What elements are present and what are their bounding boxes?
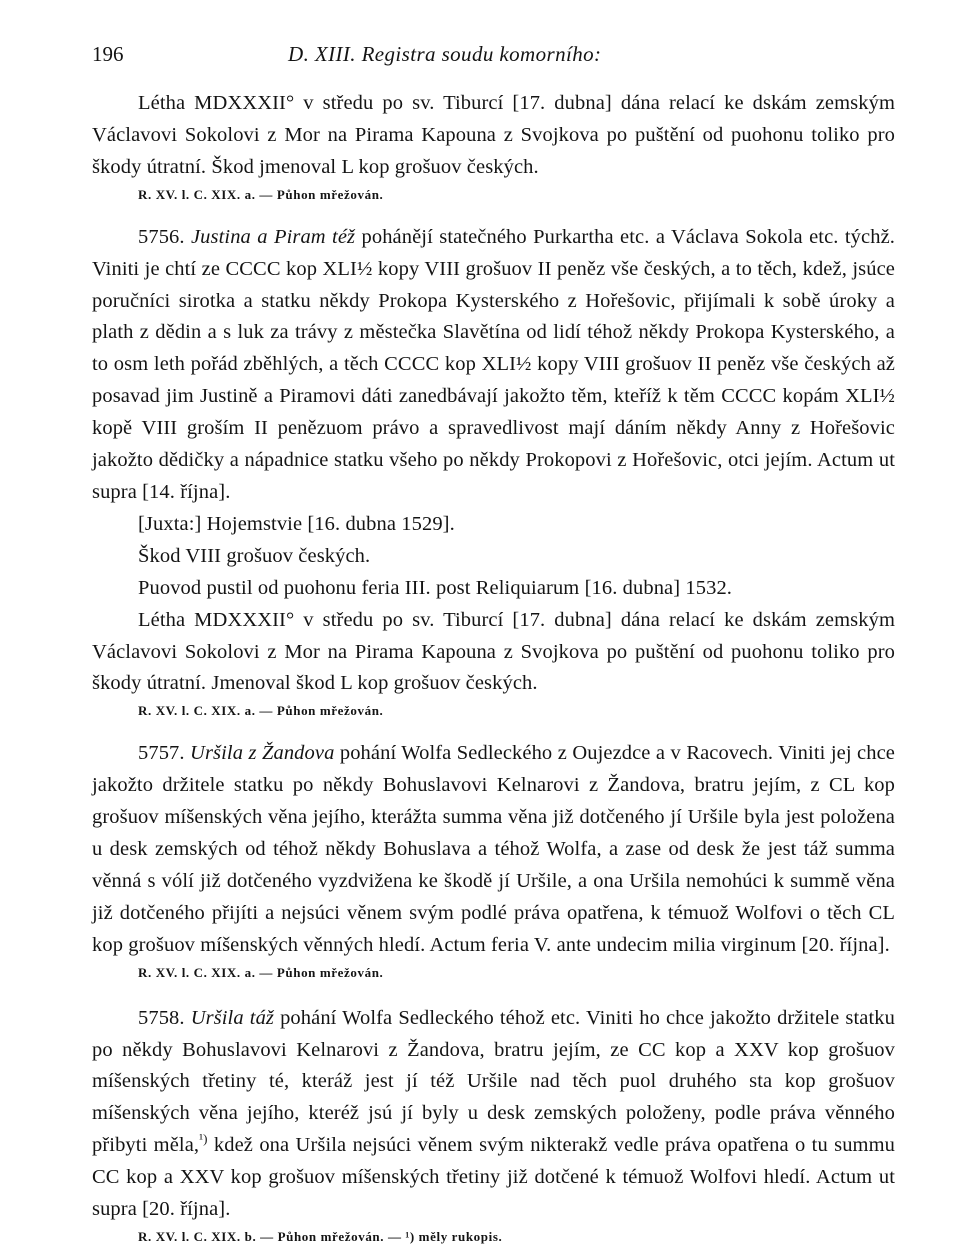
entry-text: pohání Wolfa Sedleckého téhož etc. Viniti ho chce jakožto držitele statku po někdy Bohuslavovi Kelnarovi z Žandova, bratru jejím, ze CC kop a XXV kop grošuov míšenských třetiny té, kteráž jest jí též Uršile nad těch puol druhého sta kop grošuov míšenských věna jejího, kteréž jsú jí byly u desk zemských položeny, podle práva věnného přibyti měla, bbox=[92, 1006, 895, 1157]
source-note: R. XV. l. C. XIX. a. — Půhon mřežován. bbox=[138, 964, 384, 980]
page-number: 196 bbox=[92, 42, 124, 66]
entry-text: kdež ona Uršila nejsúci věnem svým nikterakž vedle práva opatřena o tu summu CC kop a XXV kop grošuov míšenských třetiny již dotčené k témuož Wolfovi hledí. Actum ut supra [20. října]. bbox=[92, 1134, 895, 1221]
entry-text: pohání Wolfa Sedleckého z Oujezdce a v Racovech. Viniti jej chce jakožto držitele statku po někdy Bohuslavovi Kelnarovi z Žandova, bratru jejím, z CL kop grošuov míšenských věna jejího, kterážta summa věna již dotčeného jí Uršile byla jest položena u desk zemských od téhož někdy Bohuslava a téhož Wolfa, a zase od desk že jest táž summa věnná s vólí již dotčeného vyzdvižena ke škodě jí Uršile, a ona Uršila nemohúci k summě věna již dotčeného přijíti a nejsúci věnem svým podlé práva opatřena, k témuož Wolfovi o těch CL kop grošuov míšenských věnných hledí. Actum feria V. ante undecim milia virginum [20. října]. bbox=[92, 742, 895, 956]
document-body bbox=[92, 88, 895, 1253]
entry-5758 bbox=[92, 1003, 895, 1226]
entry-parties: Justina a Piram též bbox=[190, 225, 356, 248]
entry-text: pohánějí statečného Purkartha etc. a Václava Sokola etc. týchž. Viniti je chtí ze CCCC kop XLI½ kopy VIII grošuov II peněz vše českých, a to těch, kdež, jsúce poručníci sirotka a statku někdy Prokopa Kysterského z Hořešovic, přijímali k sobě úroky a plath z dědin a s luk za trávy z městečka Slavětína od lidí téhož někdy Prokopa Kysterského, a to osm leth pořád zběhlých, a těch CCCC kop XLI½ kopy VIII grošuov II peněz vše českých až posavad jim Justině a Piramovi dáti zanedbávají jakožto těm, kteříž k těm CCCC kopám XLI½ kopě VIII groším II penězuom právo a spravedlivost mají dáním někdy Anny z Hořešovic jakožto dědičky a nápadnice statku všeho po někdy Prokopovi z Hořešovic, otci jejím. Actum ut supra [14. října]. bbox=[92, 225, 895, 503]
footnote-mark: ¹) bbox=[199, 1131, 208, 1147]
entry-paragraph bbox=[92, 88, 895, 184]
entry-line: Škod VIII grošuov českých. bbox=[138, 544, 371, 567]
entry-5757 bbox=[92, 738, 895, 961]
entry-5756 bbox=[92, 222, 895, 509]
source-note: R. XV. l. C. XIX. a. — Půhon mřežován. bbox=[138, 703, 384, 719]
entry-number: 5756. bbox=[138, 225, 185, 248]
source-note: R. XV. l. C. XIX. b. — Půhon mřežován. — ¹) měly rukopis. bbox=[138, 1229, 503, 1244]
entry-text: Létha MDXXXII° v středu po sv. Tiburcí [17. dubna] dána relací ke dskám zemským Václavovi Sokolovi z Mor na Pirama Kapouna z Svojkova po puštění od puohonu toliko pro škody útratní. Škod jmenoval L kop grošuov českých. bbox=[92, 92, 895, 178]
entry-number: 5757. bbox=[138, 742, 185, 765]
source-note: R. XV. l. C. XIX. a. — Půhon mřežován. bbox=[138, 186, 384, 202]
entry-parties: Uršila táž bbox=[190, 1006, 274, 1029]
entry-number: 5758. bbox=[138, 1006, 185, 1029]
entry-line: Létha MDXXXII° v středu po sv. Tiburcí [17. dubna] dána relací ke dskám zemským Václavovi Sokolovi z Mor na Pirama Kapouna z Svojkova po puštění od puohonu toliko pro škody útratní. Jmenoval škod L kop grošuov českých. bbox=[92, 608, 895, 695]
running-title: D. XIII. Registra soudu komorního: bbox=[288, 42, 602, 66]
entry-parties: Uršila z Žandova bbox=[190, 742, 335, 765]
page-header bbox=[92, 42, 892, 72]
entry-line: Puovod pustil od puohonu feria III. post Reliquiarum [16. dubna] 1532. bbox=[138, 576, 733, 599]
entry-line: [Juxta:] Hojemstvie [16. dubna 1529]. bbox=[138, 512, 455, 535]
